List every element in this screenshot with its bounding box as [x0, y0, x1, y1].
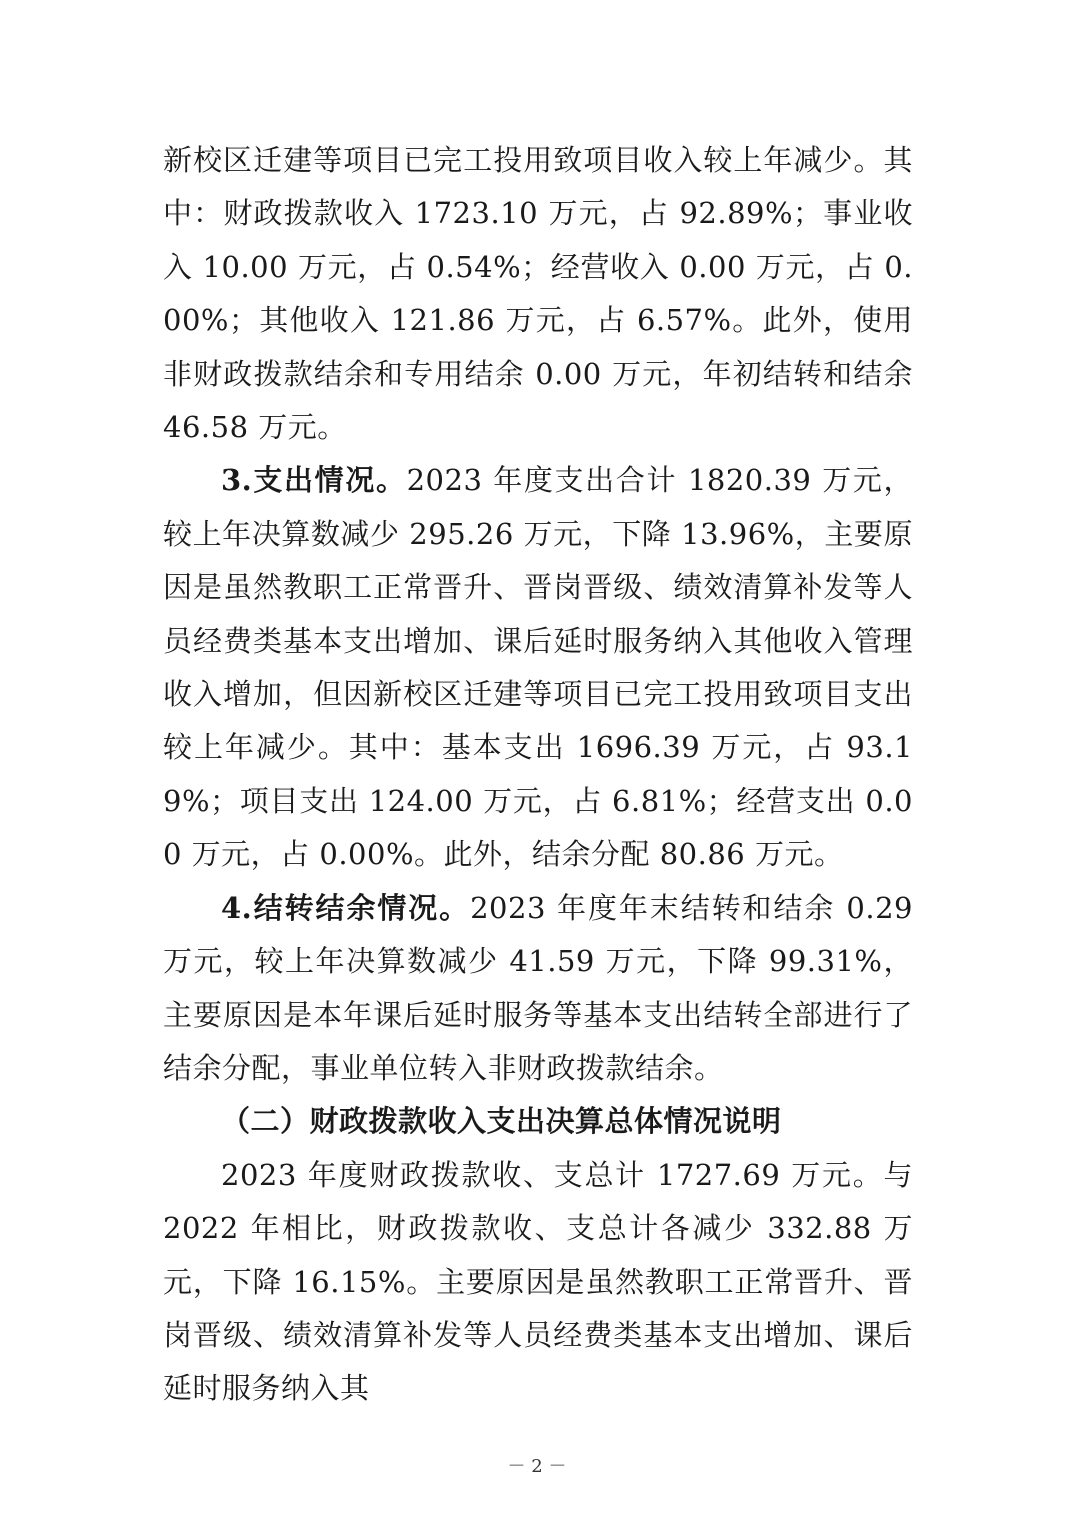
- page-number: － 2 －: [507, 1456, 567, 1477]
- section-heading: （二）财政拨款收入支出决算总体情况说明: [221, 1104, 782, 1139]
- heading-expenditure: 3.支出情况。: [221, 463, 407, 498]
- heading-carryover: 4.结转结余情况。: [221, 890, 471, 925]
- document-body: [163, 134, 913, 1416]
- paragraph-carryover: [163, 882, 913, 1096]
- paragraph-expenditure: [163, 454, 913, 881]
- paragraph-income-detail: 新校区迁建等项目已完工投用致项目收入较上年减少。其中：财政拨款收入 1723.10 万元，占 92.89%；事业收入 10.00 万元，占 0.54%；经营收入 0.00 万元，占 0.00%；其他收入 121.86 万元，占 6.57%。此外，使用非财政拨款结余和专用结余 0.00 万元，年初结转和结余 46.58 万元。: [163, 143, 913, 445]
- paragraph-expenditure-text: 2023 年度支出合计 1820.39 万元，较上年决算数减少 295.26 万元，下降 13.96%，主要原因是虽然教职工正常晋升、晋岗晋级、绩效清算补发等人员经费类基本支出增加、课后延时服务纳入其他收入管理收入增加，但因新校区迁建等项目已完工投用致项目支出较上年减少。其中：基本支出 1696.39 万元，占 93.19%；项目支出 124.00 万元，占 6.81%；经营支出 0.00 万元，占 0.00%。此外，结余分配 80.86 万元。: [163, 463, 913, 872]
- paragraph-fiscal-summary: 2023 年度财政拨款收、支总计 1727.69 万元。与 2022 年相比，财政拨款收、支总计各减少 332.88 万元，下降 16.15%。主要原因是虽然教职工正常晋升、晋岗晋级、绩效清算补发等人员经费类基本支出增加、课后延时服务纳入其: [163, 1157, 913, 1406]
- paragraph-carryover-text: 2023 年度年末结转和结余 0.29 万元，较上年决算数减少 41.59 万元，下降 99.31%，主要原因是本年课后延时服务等基本支出结转全部进行了结余分配，事业单位转入非财政拨款结余。: [163, 890, 913, 1085]
